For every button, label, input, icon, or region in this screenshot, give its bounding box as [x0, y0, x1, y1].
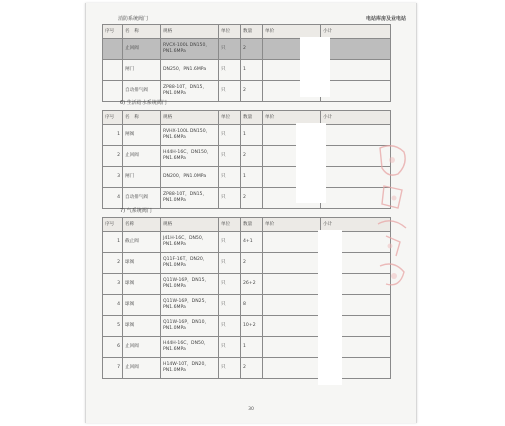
quantity: 2: [241, 81, 263, 102]
valve-spec: H14W-10T，DN20，PN1.0MPa: [161, 358, 219, 379]
valve-name: 止回阀: [123, 337, 161, 358]
table-header-row: [103, 218, 391, 232]
row-number: 2: [103, 146, 123, 167]
col-header: 数量: [241, 111, 263, 125]
table-row: [103, 60, 391, 81]
valve-name: 止回阀: [123, 358, 161, 379]
col-header: 单位: [219, 111, 241, 125]
quantity: 2: [241, 188, 263, 209]
quantity: 10+2: [241, 316, 263, 337]
quantity: 4+1: [241, 232, 263, 253]
row-number: 6: [103, 337, 123, 358]
unit: 只: [219, 337, 241, 358]
table-row: [103, 146, 391, 167]
unit: 只: [219, 358, 241, 379]
row-number: [103, 60, 123, 81]
subtotal: [321, 60, 391, 81]
row-number: 3: [103, 274, 123, 295]
unit: 只: [219, 60, 241, 81]
valve-name: 球阀: [123, 253, 161, 274]
redacted-price-block: [300, 37, 330, 97]
table-row: [103, 232, 391, 253]
table-row: [103, 39, 391, 60]
unit: 只: [219, 39, 241, 60]
valve-spec: ZP88-10T，DN15，PN1.0MPa: [161, 81, 219, 102]
section-title-air: 7) 气系统阀门: [120, 208, 152, 214]
valve-name: 闸阀: [123, 125, 161, 146]
valve-name: 自动排气阀: [123, 81, 161, 102]
quantity: 26+2: [241, 274, 263, 295]
subtotal: [321, 167, 391, 188]
col-header: 规格: [161, 218, 219, 232]
valve-spec: H44H-16C，DN50，PN1.6MPa: [161, 337, 219, 358]
page-number: 30: [248, 407, 254, 412]
valve-spec: Q11W-16P，DN15，PN1.0MPa: [161, 274, 219, 295]
valve-name: 截止阀: [123, 232, 161, 253]
table-row: [103, 253, 391, 274]
valve-name: 球阀: [123, 316, 161, 337]
valve-name: 闸门: [123, 60, 161, 81]
col-header: 单价: [263, 218, 321, 232]
unit: 只: [219, 274, 241, 295]
row-number: 3: [103, 167, 123, 188]
table-header-row: [103, 25, 391, 39]
table-row: [103, 125, 391, 146]
valve-name: 闸门: [123, 167, 161, 188]
unit: 只: [219, 253, 241, 274]
unit-price: [263, 316, 321, 337]
col-header: 名 称: [123, 111, 161, 125]
valve-name: 止回阀: [123, 146, 161, 167]
row-number: [103, 39, 123, 60]
row-number: 4: [103, 295, 123, 316]
unit: 只: [219, 146, 241, 167]
col-header: 数量: [241, 25, 263, 39]
unit-price: [263, 232, 321, 253]
valve-table-fire: [102, 24, 391, 102]
valve-spec: RVCX-100L DN150，PN1.6MPa: [161, 39, 219, 60]
unit: 只: [219, 232, 241, 253]
valve-spec: Q11W-16P，DN25，PN1.6MPa: [161, 295, 219, 316]
col-header: 数量: [241, 218, 263, 232]
table-row: [103, 358, 391, 379]
valve-spec: DN200，PN1.0MPa: [161, 167, 219, 188]
col-header: 单位: [219, 218, 241, 232]
col-header: 单位: [219, 25, 241, 39]
row-number: 1: [103, 232, 123, 253]
valve-spec: RVHX-100L DN150，PN1.6MPa: [161, 125, 219, 146]
unit: 只: [219, 167, 241, 188]
header-left: 消防系统阀门: [118, 16, 149, 22]
quantity: 1: [241, 60, 263, 81]
unit-price: [263, 253, 321, 274]
col-header: 小计: [321, 218, 391, 232]
quantity: 2: [241, 39, 263, 60]
quantity: 2: [241, 146, 263, 167]
table-row: [103, 295, 391, 316]
valve-spec: Q11W-16P，DN10，PN1.0MPa: [161, 316, 219, 337]
unit: 只: [219, 295, 241, 316]
valve-spec: J41H-16C，DN50，PN1.6MPa: [161, 232, 219, 253]
row-number: 2: [103, 253, 123, 274]
valve-spec: DN250，PN1.6MPa: [161, 60, 219, 81]
col-header: 序号: [103, 218, 123, 232]
row-number: 4: [103, 188, 123, 209]
redacted-price-block: [296, 123, 326, 203]
quantity: 2: [241, 358, 263, 379]
valve-name: 球阀: [123, 274, 161, 295]
unit-price: [263, 358, 321, 379]
subtotal: [321, 188, 391, 209]
row-number: 1: [103, 125, 123, 146]
unit-price: [263, 274, 321, 295]
unit: 只: [219, 125, 241, 146]
quantity: 8: [241, 295, 263, 316]
valve-spec: Q11F-16T，DN20，PN1.0MPa: [161, 253, 219, 274]
col-header: 名称: [123, 218, 161, 232]
subtotal: [321, 125, 391, 146]
document-page: [85, 3, 417, 423]
redacted-price-block: [318, 230, 342, 385]
valve-spec: H44H-16C，DN150，PN1.6MPa: [161, 146, 219, 167]
quantity: 1: [241, 125, 263, 146]
subtotal: [321, 81, 391, 102]
unit: 只: [219, 188, 241, 209]
row-number: 5: [103, 316, 123, 337]
col-header: 规格: [161, 111, 219, 125]
quantity: 2: [241, 253, 263, 274]
table-row: [103, 167, 391, 188]
table-row: [103, 337, 391, 358]
valve-table-water: [102, 110, 391, 209]
table-header-row: [103, 111, 391, 125]
subtotal: [321, 146, 391, 167]
col-header: 规格: [161, 25, 219, 39]
unit-price: [263, 337, 321, 358]
col-header: 单价: [263, 111, 321, 125]
col-header: 序号: [103, 25, 123, 39]
quantity: 1: [241, 337, 263, 358]
valve-name: 球阀: [123, 295, 161, 316]
table-row: [103, 274, 391, 295]
quantity: 1: [241, 167, 263, 188]
unit: 只: [219, 316, 241, 337]
col-header: 小计: [321, 25, 391, 39]
valve-table-air: [102, 217, 391, 379]
table-row: [103, 316, 391, 337]
table-row: [103, 188, 391, 209]
col-header: 序号: [103, 111, 123, 125]
valve-name: 自动排气阀: [123, 188, 161, 209]
col-header: 单价: [263, 25, 321, 39]
unit: 只: [219, 81, 241, 102]
header-right: 电站库房及业电站: [365, 16, 406, 22]
section-title-water: 6) 生活给水系统阀门: [120, 100, 167, 106]
col-header: 名 称: [123, 25, 161, 39]
col-header: 小计: [321, 111, 391, 125]
subtotal: [321, 39, 391, 60]
valve-spec: ZP88-10T，DN15，PN1.0MPa: [161, 188, 219, 209]
unit-price: [263, 295, 321, 316]
row-number: 7: [103, 358, 123, 379]
valve-name: 止回阀: [123, 39, 161, 60]
